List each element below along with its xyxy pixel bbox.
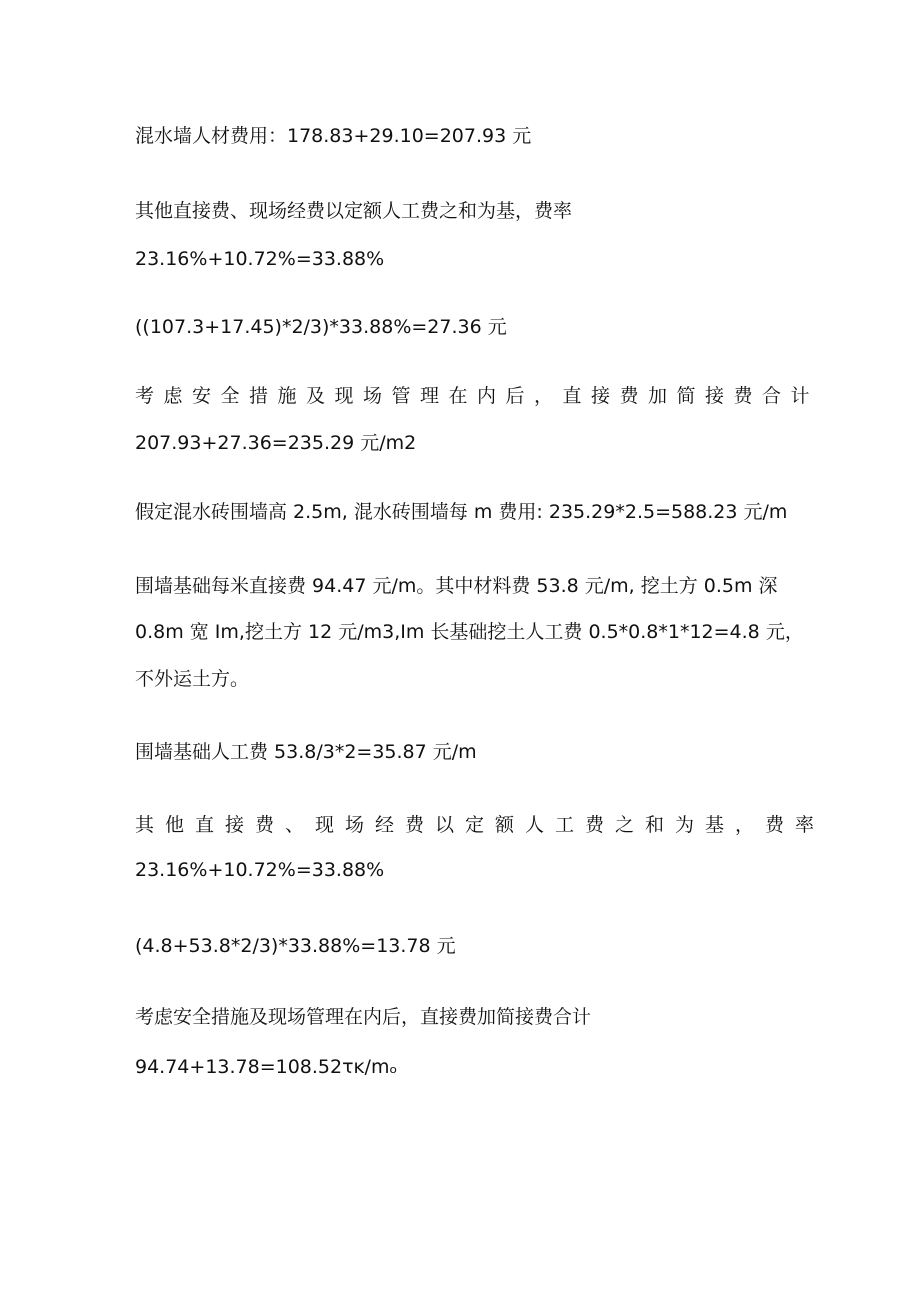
text-line-foundation-direct-cost: 围墙基础每米直接费 94.47 元/m。其中材料费 53.8 元/m, 挖土方 0.5m 深 — [135, 575, 778, 597]
text-line-wall-cost-per-m: 假定混水砖围墙高 2.5m, 混水砖围墙每 m 费用: 235.29*2.5=588.23 元/m — [135, 501, 788, 523]
text-line-indirect-calc: ((107.3+17.45)*2/3)*33.88%=27.36 元 — [135, 316, 507, 338]
text-line-excavation-cost: 0.8m 宽 Im,挖土方 12 元/m3,Im 长基础挖土人工费 0.5*0.8*1*12=4.8 元， — [135, 621, 804, 643]
text-line-safety-management-2: 考虑安全措施及现场管理在内后，直接费加简接费合计 — [135, 1006, 592, 1028]
text-line-rate-sum: 23.16%+10.72%=33.88% — [135, 248, 385, 270]
text-line-no-soil-removal: 不外运土方。 — [135, 668, 250, 690]
text-line-total-per-m2: 207.93+27.36=235.29 元/m2 — [135, 432, 417, 454]
text-line-indirect-calc-2: (4.8+53.8*2/3)*33.88%=13.78 元 — [135, 935, 456, 957]
text-line-masonry-wall-cost: 混水墙人材费用：178.83+29.10=207.93 元 — [135, 125, 532, 147]
text-line-other-direct-costs-2: 其他直接费、现场经费以定额人工费之和为基，费率 — [135, 814, 826, 836]
text-line-final-total: 94.74+13.78=108.52τĸ/mₒ — [135, 1056, 398, 1078]
text-line-rate-sum-2: 23.16%+10.72%=33.88% — [135, 859, 385, 881]
text-line-safety-management: 考虑安全措施及现场管理在内后，直接费加简接费合计 — [135, 385, 820, 407]
text-line-foundation-labor-cost: 围墙基础人工费 53.8/3*2=35.87 元/m — [135, 741, 477, 763]
text-line-other-direct-costs: 其他直接费、现场经费以定额人工费之和为基，费率 — [135, 200, 573, 222]
